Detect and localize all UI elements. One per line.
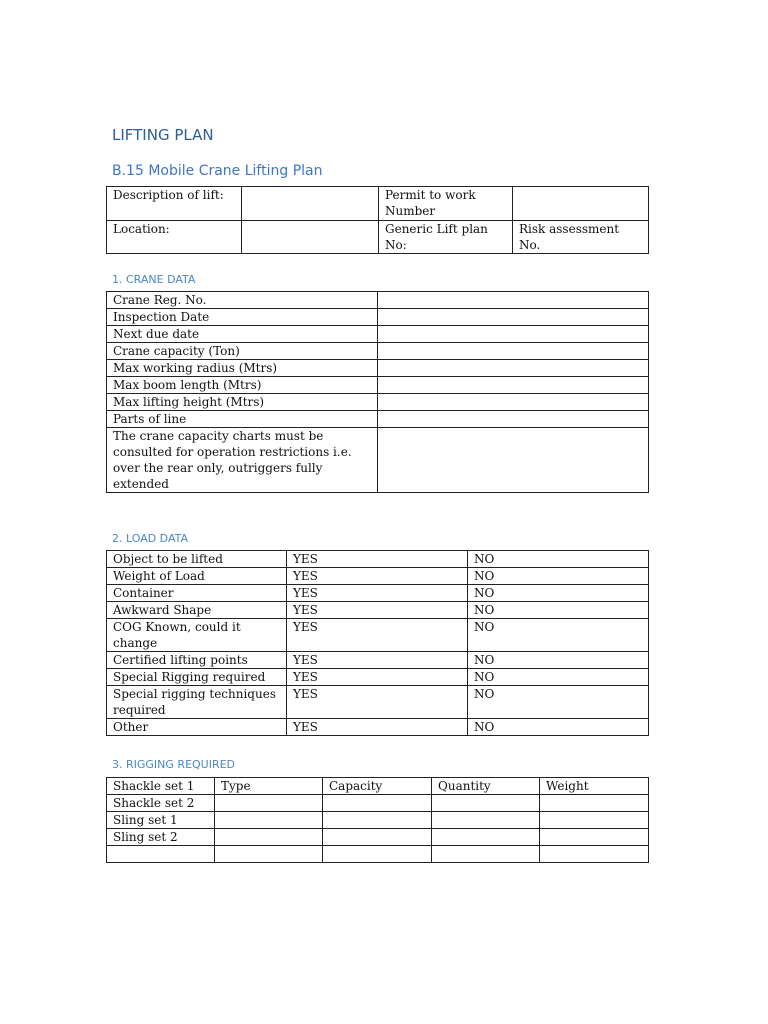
no-option[interactable]: NO — [468, 669, 649, 686]
column-header-weight: Weight — [540, 778, 649, 795]
crane-row-value[interactable] — [378, 309, 649, 326]
yes-option[interactable]: YES — [287, 568, 468, 585]
no-option[interactable]: NO — [468, 568, 649, 585]
crane-row-label: Inspection Date — [107, 309, 378, 326]
crane-row-value[interactable] — [378, 411, 649, 428]
rigging-cell[interactable] — [215, 795, 323, 812]
permit-value-cell[interactable] — [513, 187, 649, 221]
column-header-type: Type — [215, 778, 323, 795]
permit-label: Permit to work Number — [379, 187, 513, 221]
crane-row-label: Next due date — [107, 326, 378, 343]
crane-data-heading: 1. CRANE DATA — [112, 273, 196, 286]
crane-row-label: Crane Reg. No. — [107, 292, 378, 309]
load-data-table — [106, 550, 649, 736]
rigging-cell[interactable] — [323, 812, 432, 829]
yes-option[interactable]: YES — [287, 585, 468, 602]
crane-row-label: Max boom length (Mtrs) — [107, 377, 378, 394]
crane-row-value[interactable] — [378, 377, 649, 394]
rigging-cell[interactable] — [432, 829, 540, 846]
no-option[interactable]: NO — [468, 551, 649, 568]
rigging-cell[interactable] — [323, 829, 432, 846]
crane-row-value[interactable] — [378, 326, 649, 343]
yes-option[interactable]: YES — [287, 669, 468, 686]
crane-row-label: Crane capacity (Ton) — [107, 343, 378, 360]
location-label: Location: — [107, 221, 242, 254]
crane-row-label: Max working radius (Mtrs) — [107, 360, 378, 377]
rigging-cell[interactable] — [540, 812, 649, 829]
column-header-capacity: Capacity — [323, 778, 432, 795]
no-option[interactable]: NO — [468, 686, 649, 719]
yes-option[interactable]: YES — [287, 602, 468, 619]
risk-assessment-label: Risk assessment No. — [513, 221, 649, 254]
load-row-label: COG Known, could it change — [107, 619, 287, 652]
rigging-heading: 3. RIGGING REQUIRED — [112, 758, 236, 771]
rigging-row-label: Shackle set 2 — [107, 795, 215, 812]
rigging-row-label: Shackle set 1 — [107, 778, 215, 795]
rigging-row-label: Sling set 1 — [107, 812, 215, 829]
no-option[interactable]: NO — [468, 719, 649, 736]
load-row-label: Object to be lifted — [107, 551, 287, 568]
load-row-label: Other — [107, 719, 287, 736]
form-subtitle: B.15 Mobile Crane Lifting Plan — [112, 163, 323, 179]
crane-row-label: Parts of line — [107, 411, 378, 428]
crane-row-value[interactable] — [378, 394, 649, 411]
yes-option[interactable]: YES — [287, 719, 468, 736]
rigging-table — [106, 777, 649, 863]
rigging-cell[interactable] — [323, 846, 432, 863]
yes-option[interactable]: YES — [287, 619, 468, 652]
location-value-cell[interactable] — [242, 221, 379, 254]
crane-row-value[interactable] — [378, 343, 649, 360]
no-option[interactable]: NO — [468, 652, 649, 669]
crane-row-value[interactable] — [378, 292, 649, 309]
no-option[interactable]: NO — [468, 602, 649, 619]
rigging-cell[interactable] — [540, 829, 649, 846]
description-label: Description of lift: — [107, 187, 242, 221]
rigging-row-label: Sling set 2 — [107, 829, 215, 846]
crane-row-value[interactable] — [378, 428, 649, 493]
load-data-heading: 2. LOAD DATA — [112, 532, 189, 545]
column-header-quantity: Quantity — [432, 778, 540, 795]
yes-option[interactable]: YES — [287, 551, 468, 568]
rigging-cell[interactable] — [432, 812, 540, 829]
crane-row-value[interactable] — [378, 360, 649, 377]
rigging-cell[interactable] — [432, 846, 540, 863]
load-row-label: Container — [107, 585, 287, 602]
load-row-label: Certified lifting points — [107, 652, 287, 669]
crane-data-table — [106, 291, 649, 493]
page-title: LIFTING PLAN — [112, 126, 214, 144]
load-row-label: Special Rigging required — [107, 669, 287, 686]
crane-row-label: The crane capacity charts must be consulted for operation restrictions i.e. over the rear only, outriggers fully extended — [107, 428, 378, 493]
lift-header-table — [106, 186, 649, 254]
yes-option[interactable]: YES — [287, 652, 468, 669]
rigging-cell[interactable] — [323, 795, 432, 812]
no-option[interactable]: NO — [468, 585, 649, 602]
generic-lift-plan-label: Generic Lift plan No: — [379, 221, 513, 254]
load-row-label: Weight of Load — [107, 568, 287, 585]
rigging-cell[interactable] — [540, 846, 649, 863]
rigging-cell[interactable] — [432, 795, 540, 812]
description-value-cell[interactable] — [242, 187, 379, 221]
rigging-cell[interactable] — [215, 812, 323, 829]
load-row-label: Awkward Shape — [107, 602, 287, 619]
rigging-row-label — [107, 846, 215, 863]
no-option[interactable]: NO — [468, 619, 649, 652]
rigging-cell[interactable] — [215, 829, 323, 846]
yes-option[interactable]: YES — [287, 686, 468, 719]
rigging-cell[interactable] — [215, 846, 323, 863]
rigging-cell[interactable] — [540, 795, 649, 812]
load-row-label: Special rigging techniques required — [107, 686, 287, 719]
crane-row-label: Max lifting height (Mtrs) — [107, 394, 378, 411]
